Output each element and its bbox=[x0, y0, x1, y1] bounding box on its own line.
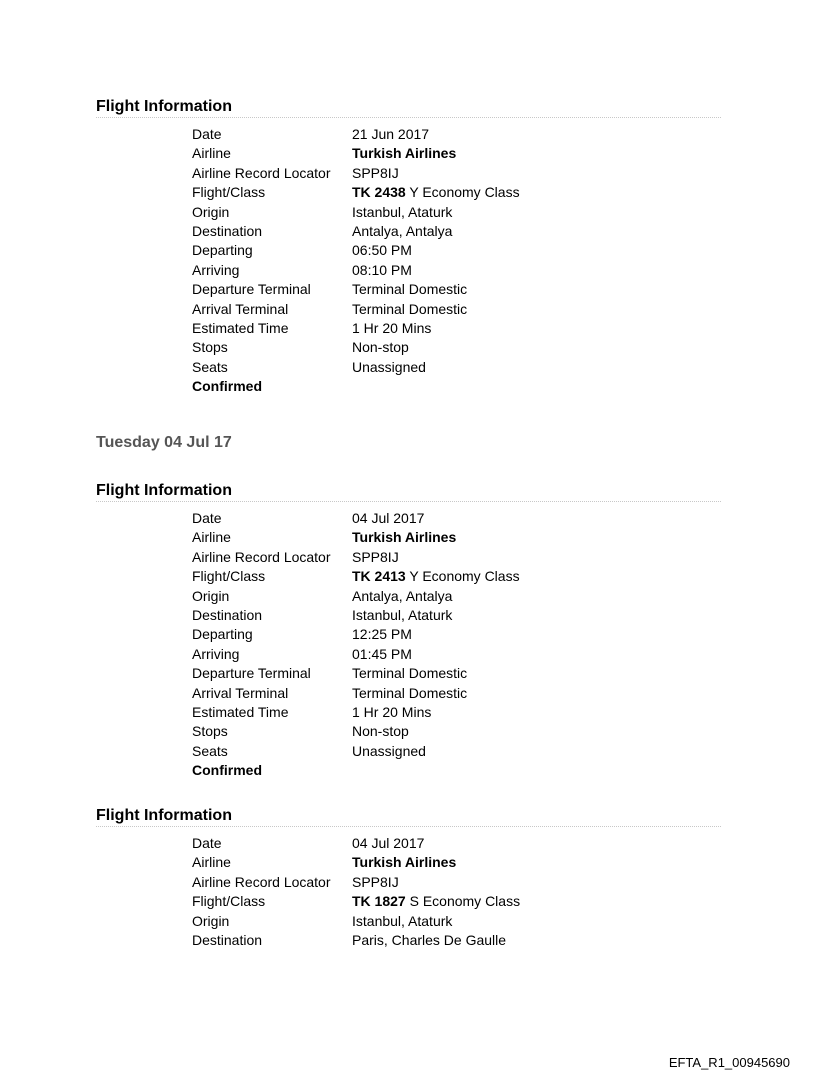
detail-value-text: Paris, Charles De Gaulle bbox=[352, 931, 507, 948]
detail-row bbox=[192, 300, 721, 319]
flight-info-section-2 bbox=[96, 481, 721, 780]
detail-value-text: SPP8IJ bbox=[352, 548, 399, 565]
detail-value-text: S Economy Class bbox=[405, 893, 521, 910]
detail-value bbox=[352, 912, 452, 931]
detail-rows bbox=[192, 125, 721, 396]
detail-row bbox=[192, 164, 721, 183]
detail-rows bbox=[192, 509, 721, 780]
detail-value-text: Istanbul, Ataturk bbox=[352, 203, 453, 220]
detail-label: Destination bbox=[192, 222, 263, 239]
detail-row bbox=[192, 222, 721, 241]
detail-value-text: Istanbul, Ataturk bbox=[352, 912, 453, 929]
section-title: Flight Information bbox=[96, 481, 721, 502]
status-confirmed: Confirmed bbox=[192, 378, 262, 395]
detail-label: Stops bbox=[192, 723, 228, 740]
detail-label: Origin bbox=[192, 587, 230, 604]
detail-label: Origin bbox=[192, 912, 230, 929]
detail-value bbox=[352, 892, 520, 911]
detail-row bbox=[192, 358, 721, 377]
detail-label: Estimated Time bbox=[192, 703, 289, 720]
detail-value-text: 12:25 PM bbox=[352, 626, 412, 643]
detail-row bbox=[192, 892, 721, 911]
detail-value-bold: TK 2413 bbox=[352, 568, 406, 585]
detail-label: Destination bbox=[192, 606, 263, 623]
detail-value bbox=[352, 183, 520, 202]
detail-value bbox=[352, 722, 409, 741]
detail-row bbox=[192, 912, 721, 931]
detail-label: Airline bbox=[192, 145, 231, 162]
detail-row bbox=[192, 722, 721, 741]
detail-value bbox=[352, 742, 426, 761]
detail-value bbox=[352, 509, 424, 528]
detail-value-text: 1 Hr 20 Mins bbox=[352, 319, 432, 336]
detail-value-text: 01:45 PM bbox=[352, 645, 412, 662]
detail-value-text: 06:50 PM bbox=[352, 242, 412, 259]
detail-value bbox=[352, 834, 424, 853]
detail-value bbox=[352, 358, 426, 377]
detail-value-text: Terminal Domestic bbox=[352, 281, 468, 298]
detail-value bbox=[352, 300, 467, 319]
detail-value bbox=[352, 645, 412, 664]
detail-value bbox=[352, 164, 399, 183]
detail-value-text: Terminal Domestic bbox=[352, 300, 468, 317]
detail-value bbox=[352, 931, 506, 950]
detail-label: Seats bbox=[192, 742, 228, 759]
detail-value-text: SPP8IJ bbox=[352, 164, 399, 181]
section-title: Flight Information bbox=[96, 97, 721, 118]
detail-value-text: 04 Jul 2017 bbox=[352, 835, 425, 851]
detail-label: Arrival Terminal bbox=[192, 300, 289, 317]
document-id: EFTA_R1_00945690 bbox=[668, 1055, 790, 1070]
detail-value-text: Terminal Domestic bbox=[352, 665, 468, 682]
detail-value-text: 08:10 PM bbox=[352, 261, 412, 278]
detail-value bbox=[352, 125, 429, 144]
detail-row bbox=[192, 684, 721, 703]
detail-rows bbox=[192, 834, 721, 950]
detail-label: Date bbox=[192, 835, 222, 851]
flight-info-section-1 bbox=[96, 97, 721, 396]
detail-row bbox=[192, 261, 721, 280]
detail-row bbox=[192, 834, 721, 853]
detail-value-text: Istanbul, Ataturk bbox=[352, 606, 453, 623]
detail-value bbox=[352, 567, 520, 586]
detail-value-text: Non-stop bbox=[352, 723, 409, 740]
detail-row bbox=[192, 625, 721, 644]
detail-value bbox=[352, 606, 452, 625]
detail-label: Destination bbox=[192, 931, 263, 948]
detail-value bbox=[352, 528, 456, 547]
detail-row bbox=[192, 873, 721, 892]
detail-value bbox=[352, 319, 431, 338]
detail-value-text: Antalya, Antalya bbox=[352, 222, 453, 239]
detail-label: Flight/Class bbox=[192, 568, 266, 585]
detail-value bbox=[352, 664, 467, 683]
detail-label: Airline bbox=[192, 529, 231, 546]
detail-label: Date bbox=[192, 510, 222, 526]
detail-value bbox=[352, 222, 452, 241]
detail-label: Flight/Class bbox=[192, 893, 266, 910]
detail-label: Airline bbox=[192, 854, 231, 871]
detail-label: Departing bbox=[192, 626, 253, 643]
day-heading: Tuesday 04 Jul 17 bbox=[96, 434, 232, 451]
detail-value-text: Non-stop bbox=[352, 339, 409, 356]
section-title: Flight Information bbox=[96, 806, 721, 827]
detail-value-bold: Turkish Airlines bbox=[352, 145, 457, 162]
detail-value bbox=[352, 241, 412, 260]
detail-row bbox=[192, 509, 721, 528]
detail-label: Stops bbox=[192, 339, 228, 356]
detail-value bbox=[352, 703, 431, 722]
detail-value-bold: TK 1827 bbox=[352, 893, 406, 910]
detail-row bbox=[192, 338, 721, 357]
detail-label: Airline Record Locator bbox=[192, 873, 331, 890]
detail-row bbox=[192, 703, 721, 722]
detail-row bbox=[192, 931, 721, 950]
detail-label: Airline Record Locator bbox=[192, 548, 331, 565]
detail-label: Arriving bbox=[192, 261, 240, 278]
detail-label: Arrival Terminal bbox=[192, 684, 289, 701]
detail-label: Estimated Time bbox=[192, 319, 289, 336]
detail-value-text: Terminal Domestic bbox=[352, 684, 468, 701]
detail-value-text: Antalya, Antalya bbox=[352, 587, 453, 604]
detail-label: Seats bbox=[192, 358, 228, 375]
status-confirmed: Confirmed bbox=[192, 762, 262, 779]
detail-value bbox=[352, 625, 412, 644]
detail-value bbox=[352, 684, 467, 703]
detail-row bbox=[192, 125, 721, 144]
detail-value-bold: TK 2438 bbox=[352, 184, 406, 201]
detail-label: Departing bbox=[192, 242, 253, 259]
detail-row bbox=[192, 319, 721, 338]
detail-row bbox=[192, 606, 721, 625]
detail-value-text: Unassigned bbox=[352, 358, 426, 375]
detail-row bbox=[192, 853, 721, 872]
detail-value bbox=[352, 338, 409, 357]
detail-label: Departure Terminal bbox=[192, 281, 311, 298]
detail-label: Arriving bbox=[192, 645, 240, 662]
detail-value bbox=[352, 587, 452, 606]
detail-label: Airline Record Locator bbox=[192, 164, 331, 181]
detail-value-text: 1 Hr 20 Mins bbox=[352, 703, 432, 720]
detail-value-text: 21 Jun 2017 bbox=[352, 126, 430, 142]
detail-label: Flight/Class bbox=[192, 184, 266, 201]
detail-row bbox=[192, 587, 721, 606]
detail-value-text: 04 Jul 2017 bbox=[352, 510, 425, 526]
detail-value bbox=[352, 203, 452, 222]
detail-row bbox=[192, 144, 721, 163]
detail-row bbox=[192, 742, 721, 761]
detail-label: Origin bbox=[192, 203, 230, 220]
detail-row bbox=[192, 528, 721, 547]
detail-value-text: SPP8IJ bbox=[352, 873, 399, 890]
detail-row bbox=[192, 664, 721, 683]
detail-value-bold: Turkish Airlines bbox=[352, 529, 457, 546]
detail-value-bold: Turkish Airlines bbox=[352, 854, 457, 871]
detail-value bbox=[352, 261, 412, 280]
detail-value bbox=[352, 873, 399, 892]
detail-row bbox=[192, 183, 721, 202]
detail-value-text: Y Economy Class bbox=[405, 568, 520, 585]
detail-value-text: Unassigned bbox=[352, 742, 426, 759]
detail-row bbox=[192, 645, 721, 664]
detail-row bbox=[192, 203, 721, 222]
detail-value bbox=[352, 548, 399, 567]
detail-label: Departure Terminal bbox=[192, 665, 311, 682]
detail-value bbox=[352, 280, 467, 299]
detail-row bbox=[192, 548, 721, 567]
detail-row bbox=[192, 280, 721, 299]
detail-row bbox=[192, 241, 721, 260]
flight-info-section-3 bbox=[96, 806, 721, 950]
detail-label: Date bbox=[192, 126, 222, 142]
detail-value-text: Y Economy Class bbox=[405, 184, 520, 201]
detail-value bbox=[352, 144, 456, 163]
detail-value bbox=[352, 853, 456, 872]
detail-row bbox=[192, 567, 721, 586]
